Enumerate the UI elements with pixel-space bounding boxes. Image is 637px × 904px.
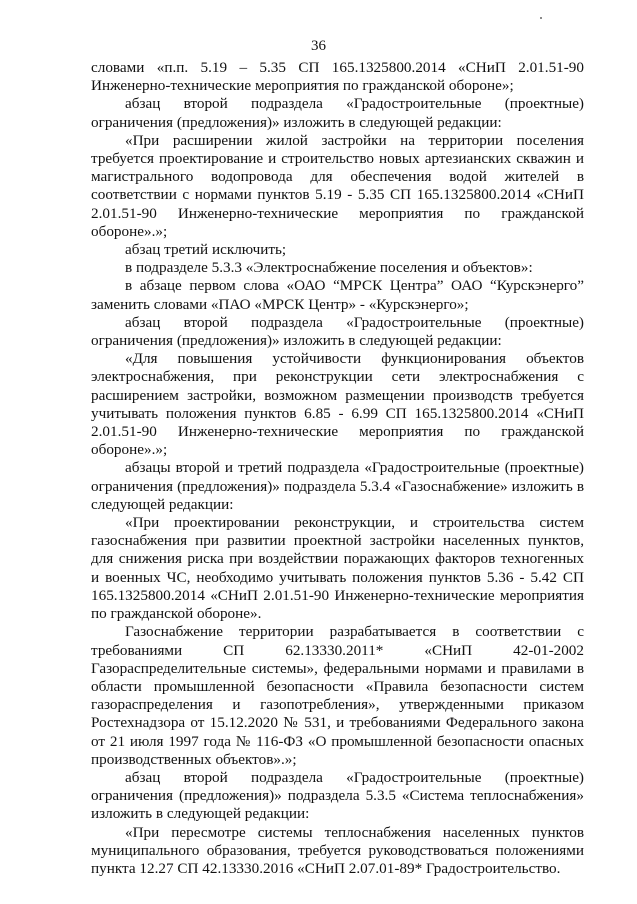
paragraph: Газоснабжение территории разрабатывается в соответствии с требованиями СП 62.13330.2011* «СНиП 42-01-2002 Газораспределительные системы», федеральными нормами и правилами в области промышленной безопасности «Правила безопасности систем газораспределения и газопотребления», утвержденными приказом Ростехнадзора от 15.12.2020 № 531, и требованиями Федерального закона от 21 июля 1997 года № 116-ФЗ «О промышленной безопасности опасных производственных объектов».»; <box>91 623 584 768</box>
page-number: 36 <box>311 38 326 54</box>
paragraph: абзацы второй и третий подраздела «Градостроительные (проектные) ограничения (предложения)» подраздела 5.3.4 «Газоснабжение» изложить в следующей редакции: <box>91 459 584 513</box>
paragraph: в абзаце первом слова «ОАО “МРСК Центра” ОАО “Курскэнерго” заменить словами «ПАО «МРСК Центр» - «Курскэнерго»; <box>91 277 584 313</box>
paragraph: словами «п.п. 5.19 – 5.35 СП 165.1325800.2014 «СНиП 2.01.51-90 Инженерно-технические мероприятия по гражданской обороне»; <box>91 59 584 95</box>
paragraph: «При пересмотре системы теплоснабжения населенных пунктов муниципального образования, требуется руководствоваться положениями пункта 12.27 СП 42.13330.2016 «СНиП 2.07.01-89* Градостроительство. <box>91 823 584 877</box>
paragraph: «При расширении жилой застройки на территории поселения требуется проектирование и строительство новых артезианских скважин и магистрального водопровода для обеспечения водой жителей в соответствии с нормами пунктов 5.19 - 5.35 СП 165.1325800.2014 «СНиП 2.01.51-90 Инженерно-технические мероприятия по гражданской обороне».»; <box>91 131 584 240</box>
paragraph: в подразделе 5.3.3 «Электроснабжение поселения и объектов»: <box>125 259 533 277</box>
document-body <box>91 59 584 878</box>
paragraph: «При проектировании реконструкции, и строительства систем газоснабжения при развитии проектной застройки населенных пунктов, для снижения риска при воздействии поражающих факторов техногенных и военных ЧС, необходимо учитывать положения пунктов 5.36 - 5.42 СП 165.1325800.2014 «СНиП 2.01.51-90 Инженерно-технические мероприятия по гражданской обороне». <box>91 514 584 623</box>
paragraph: абзац второй подраздела «Градостроительные (проектные) ограничения (предложения)» подраздела 5.3.5 «Система теплоснабжения» изложить в следующей редакции: <box>91 768 584 823</box>
paragraph: «Для повышения устойчивости функционирования объектов электроснабжения, при реконструкции сети электроснабжения с расширением застройки, возможном размещении производств требуется учитывать положения пунктов 6.85 - 6.99 СП 165.1325800.2014 «СНиП 2.01.51-90 Инженерно-технические мероприятия по гражданской обороне».»; <box>91 350 584 459</box>
paragraph: абзац третий исключить; <box>125 241 287 259</box>
paragraph: абзац второй подраздела «Градостроительные (проектные) ограничения (предложения)» изложить в следующей редакции: <box>91 95 584 131</box>
scan-speck <box>540 17 542 19</box>
paragraph: абзац второй подраздела «Градостроительные (проектные) ограничения (предложения)» изложить в следующей редакции: <box>91 313 584 350</box>
